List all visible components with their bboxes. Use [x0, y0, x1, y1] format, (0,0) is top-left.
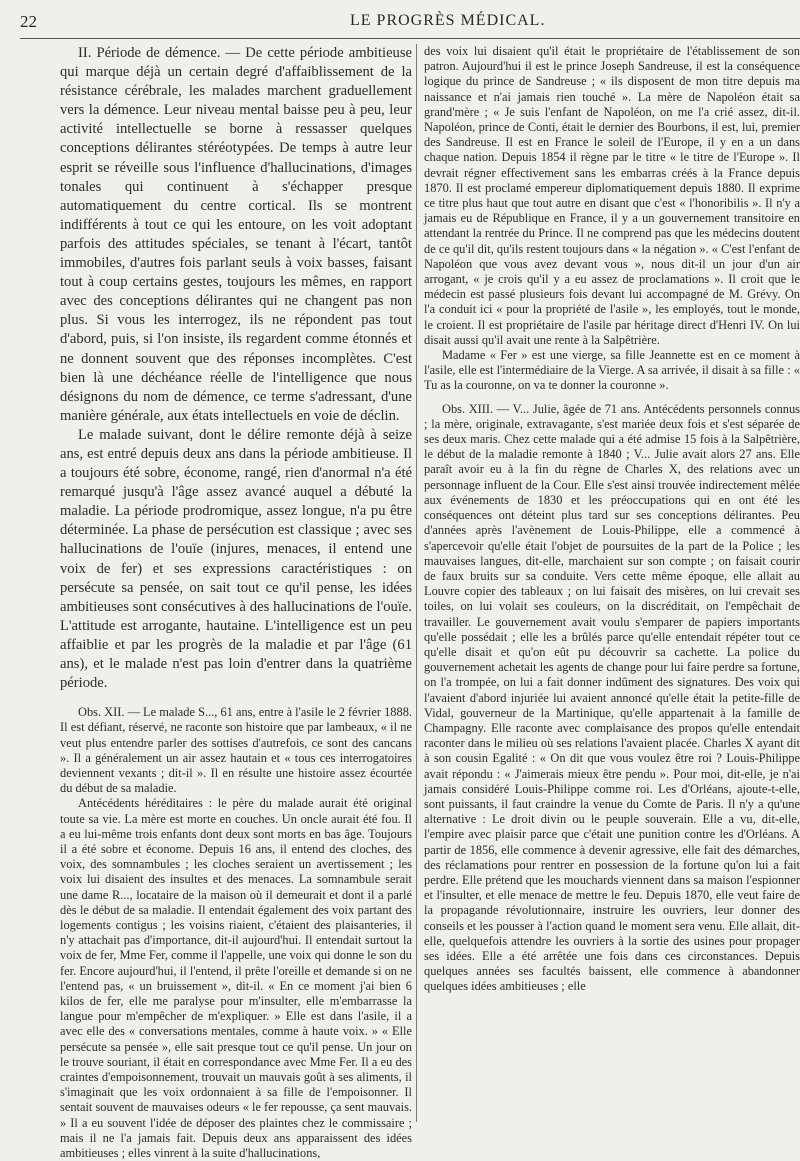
patient-intro-paragraph: Le malade suivant, dont le délire remonte déjà à seize ans, est entré depuis deux ans dans la période ambitieuse. Il a toujours été sobre, économe, rangé, rien d'anormal n'a été remarqué jusqu'à l'âge assez avancé auquel a débuté la maladie. La période prodromique, assez longue, n'a pu être déterminée. La phase de persécution est classique ; avec ses hallucinations de l'ouïe (injures, menaces, il entend une voix de fer) et ses expressions caractéristiques : on persécute sa pensée, on sait tout ce qu'il pense, les idées ambitieuses sont consécutives à des hallucinations de l'ouïe. L'attitude est arrogante, hautaine. L'intelligence est un peu affaiblie et par les progrès de la maladie et par l'âge (61 ans), et le malade n'est pas loin d'entrer dans la quatrième période.: [60, 426, 412, 692]
column-divider: [416, 44, 417, 1122]
left-large-text: [60, 44, 412, 693]
page-header: [20, 12, 800, 39]
hereditary-antecedents: Antécédents héréditaires : le père du malade aurait été original toute sa vie. La mère est morte en couches. Un oncle aurait été fou. Il a eu lui-même trois enfants dont deux sont morts en bas âge. Toujours il a été sobre et économe. Depuis 16 ans, il entend des cloches, des voix, des somnambules ; les cloches seraient un avertissement ; les voix lui disaient des insultes et des menaces. La somnambule serait une dame R..., locataire de la maison où il demeurait et dont il a parlé dès le début de sa maladie. Il entendait également des voix partant des logements contigus ; les voisins riaient, c'étaient des plaisanteries, il n'y attachait pas d'importance, dit-il aujourd'hui. Il entendait surtout la voix de fer, Mme Fer, comme il l'appelle, une voix qui donne le son du fer. Encore aujourd'hui, il l'entend, il prête l'oreille et demande si on ne l'entend pas, « un bruissement », dit-il. « En ce moment j'ai bien 6 kilos de fer, elle me paralyse pour m'insulter, elle m'embarrasse la langue pour m'empêcher de m'expliquer. » Elle est dans l'asile, il a avec elle des « conversations mentales, comme à haute voix. » « Elle persécute sa pensée », elle sait presque tout ce qu'il pense. Un jour on le trouve souriant, il était en correspondance avec Mme Fer. Il a eu des craintes d'empoisonnement, trouvait un mauvais goût à ses aliments, il s'imaginait que les voix ordonnaient à sa fille de l'empoisonner. Il sentait souvent de mauvaises odeurs « le fer repousse, ça sent mauvais. » Il a eu souvent l'idée de déposer des plaintes chez le commissaire ; mais il ne l'a jamais fait. Depuis deux ans apparaissent des idées ambitieuses ; elles vinrent à la suite d'hallucinations,: [60, 796, 412, 1161]
right-column: [424, 44, 800, 1122]
observation-xii-continued: des voix lui disaient qu'il était le propriétaire de l'établissement de son patron. Aujourd'hui il est le prince Joseph Sandreuse, il est la conséquence logique du prince de Sandreuse ; « ils disposent de mon titre depuis ma naissance et n'ai jamais rien touché ». La mère de Napoléon était sa grand'mère ; « Je suis l'enfant de Napoléon, on me l'a crié assez, dit-il. Napoléon, prince de Conti, était le dernier des Bourbons, il est, lui, premier des Sandreuse. Il est en France le soleil de l'Europe, il y en a un dans chaque nation. Depuis 1854 il règne par le titre « le titre de l'Europe ». Il devrait régner effectivement sans les embarras créés à la France depuis 1870. Il est proclamé empereur diplomatiquement depuis 1880. Il exprime ce titre plus haut que tout autre en disant que c'est « l'honoribilis ». Il n'y a jamais eu de République en France, il y a un gouvernement transitoire en attendant la rentrée du Prince. Il ne comprend pas que les médecins doutent de ce qu'il dit, qu'ils restent toujours dans « la négation ». « C'est l'enfant de Napoléon que vous avez devant vous », nous dit-il un jour d'un air arrogant, « je crois qu'il y a eu assez de proclamations ». Il croit que le médecin est passé plusieurs fois devant lui accompagné de M. Grévy. On l'a conduit ici « pour la propriété de l'asile », les employés, tout le monde, le croient. Il est propriétaire de l'asile par héritage direct d'Henri IV. On lui disait aussi qu'il avait une rente à la Salpêtrière.: [424, 44, 800, 347]
period-dementia-paragraph: II. Période de démence. — De cette période ambitieuse qui marque déjà un certain degré d'affaiblissement de la résistance cérébrale, les malades marchent graduellement vers la démence. Leur niveau mental baisse peu à peu, leur activité intellectuelle se borne à ressasser quelques conceptions délirantes stéréotypées. De temps à autre leur esprit se réveille sous l'influence d'hallucinations, d'images tonales qui continuent à s'échapper presque automatiquement du centre cortical. Ils se montrent indifférents à tout ce qui les entoure, on les voit adoptant parfois des attitudes spéciales, se tenant à l'écart, tantôt immobiles, d'autres fois parlant seuls à voix basses, faisant tout à coup certains gestes, toujours les mêmes, en rapport avec des conceptions délirantes qui ne changent pas non plus. Si vous les interrogez, ils ne répondent pas tout d'abord, puis, si l'on insiste, ils regardent comme étonnés et ne donnent souvent que des réponses incomplètes. C'est bien là une déchéance réelle de l'intelligence que nous désignons du nom de démence, ce terme s'adressant, d'une manière générale, aux états intellectuels en voie de déclin.: [60, 45, 412, 424]
observation-xii: Obs. XII. — Le malade S..., 61 ans, entre à l'asile le 2 février 1888. Il est défiant, réservé, ne raconte son histoire que par lambeaux, « il ne veut plus entendre parler des sottises d'autrefois, ce sont des cancans ». Il a généralement un air assez hautain et « tous ces interrogatoires deviennent vexants ; dit-il ». Il en résulte une histoire assez écourtée du début de sa maladie.: [60, 705, 412, 796]
right-small-text: [424, 44, 800, 995]
left-column: [60, 44, 412, 1161]
observation-xiii: Obs. XIII. — V... Julie, âgée de 71 ans. Antécédents personnels connus ; la mère, originale, extravagante, s'est mariée deux fois et s'est séparée de ses deux maris. Chez cette malade qui a été admise 15 fois à la Salpêtrière, le début de la maladie remonte à 1840 ; V... Julie avait alors 27 ans. Elle paraît avoir eu à la fin du règne de Charles X, des relations avec un personnage influent de la Cour. Elle s'est ainsi trouvée indirectement mêlée aux événements de 1830 et les préoccupations qui en ont été les conséquences ont déteint plus tard sur ses conceptions délirantes. Peu d'années après l'avènement de Louis-Philippe, elle a commencé à s'apercevoir qu'elle était l'objet de poursuites de la part de la Police ; les mauvaises langues, dit-elle, marchaient sur son compte ; on faisait courir de faux bruits sur sa conduite. Vers cette même époque, elle allait au Louvre copier des tableaux ; on lui faisait des misères, on lui crevait ses toiles, on lui volait ses couleurs, on la discréditait, on l'empêchait de travailler. Le gouvernement avait voulu s'emparer de papiers importants qu'elle possédait ; elle les a brûlés parce qu'elle entendait répéter tout ce qu'elle disait et qu'on eût pu découvrir sa cachette. La police du gouvernement achetait les agents de change pour lui faire perdre sa fortune, on l'a trompée, on lui a fait donner indûment des signatures. Des voix qui l'avaient d'abord injuriée lui avaient annoncé qu'elle était la petite-fille de Vidal, gouverneur de la Martinique, qu'elle appartenait à la famille de Champagny. Elle raconte avec complaisance des propos qu'elle entendait raconter dans le milieu où ses relations l'avaient placée. Charles X ayant dit à son cousin Egalité : « On dit que vous voulez être roi ? Louis-Philippe avait répondu : « J'aimerais mieux être pendu ». Pour moi, dit-elle, je n'ai jamais considéré Louis-Philippe comme roi. Les d'Orléans, ajoute-t-elle, sont puissants, il faut craindre la venue du Comte de Paris. Il n'y a qu'une alternative : Le droit divin ou le peuple souverain. Elle a vu, dit-elle, l'empire avec plaisir parce que c'était une punition contre les d'Orléans. A partir de 1856, elle commence à devenir agressive, elle fait des démarches, des réclamations pour rentrer en possession de la fortune qu'on lui a fait perdre. Elle prétend que les mouchards viennent dans sa maison l'espionner et l'insulter, et elle menace de mettre le feu. Depuis 1870, elle veut faire de la propagande révolutionnaire, instruire les ouvriers, leur donner des conseils et les pousser à l'action quand le moment sera venu. Elle allait, dit-elle, quelquefois attendre les ouvriers à la sortie des usines pour propager ses idées. Elle a été arrêtée une fois dans ces circonstances. Depuis quelques années ses facultés baissent, elle commence à abandonner quelques idées ambitieuses ; elle: [424, 401, 800, 994]
page-number: 22: [20, 12, 37, 31]
madame-fer-paragraph: Madame « Fer » est une vierge, sa fille Jeannette est en ce moment à l'asile, elle est l'intermédiaire de la Vierge. A sa arrivée, il disait à sa fille : « Tu as la couronne, on va te donner la couronne ».: [424, 348, 800, 393]
running-title: LE PROGRÈS MÉDICAL.: [350, 12, 546, 29]
left-small-text: [60, 705, 412, 1161]
